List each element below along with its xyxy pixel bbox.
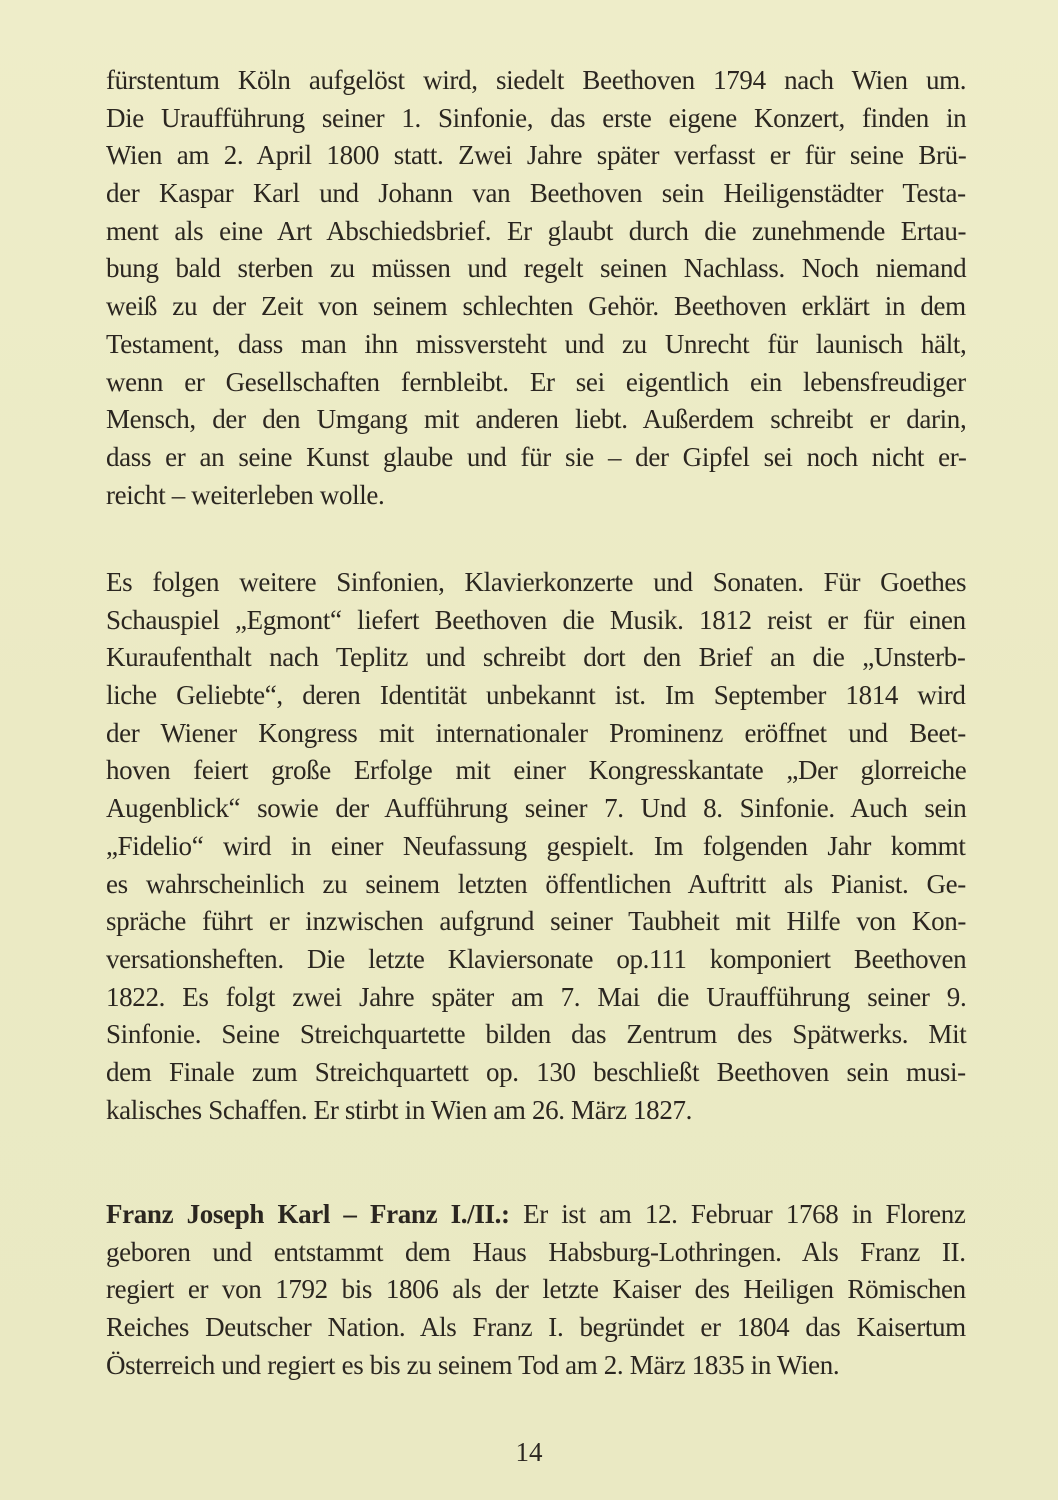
text-line: der Kaspar Karl und Johann van Beethoven sein Heiligenstädter Testa- — [106, 178, 966, 209]
text-line: der Wiener Kongress mit internationaler Prominenz eröffnet und Beet- — [106, 717, 966, 748]
text-line: „Fidelio“ wird in einer Neufassung gespielt. Im folgenden Jahr kommt — [106, 830, 966, 861]
text-line: Die Uraufführung seiner 1. Sinfonie, das erste eigene Konzert, finden in — [106, 102, 967, 133]
text-line: geboren und entstammt dem Haus Habsburg-Lothringen. Als Franz II. — [106, 1236, 966, 1267]
text-line: regiert er von 1792 bis 1806 als der letzte Kaiser des Heiligen Römischen — [106, 1274, 966, 1305]
text-line: Augenblick“ sowie der Aufführung seiner 7. Und 8. Sinfonie. Auch sein — [106, 793, 967, 824]
text-line: Es folgen weitere Sinfonien, Klavierkonzerte und Sonaten. Für Goethes — [106, 567, 967, 597]
text-line: es wahrscheinlich zu seinem letzten öffentlichen Auftritt als Pianist. Ge- — [106, 868, 966, 899]
text-line: Testament, dass man ihn missversteht und zu Unrecht für launisch hält, — [106, 328, 967, 359]
text-line: dem Finale zum Streichquartett op. 130 beschließt Beethoven sein musi- — [106, 1056, 966, 1087]
text-line: wenn er Gesellschaften fernbleibt. Er sei eigentlich ein lebensfreudiger — [106, 366, 966, 397]
text-line: weiß zu der Zeit von seinem schlechten Gehör. Beethoven erklärt in dem — [106, 291, 966, 322]
text-line-with-heading — [106, 1196, 966, 1234]
text-line: ment als eine Art Abschiedsbrief. Er glaubt durch die zunehmende Ertau- — [106, 215, 967, 246]
text-line: Sinfonie. Seine Streichquartette bilden das Zentrum des Spätwerks. Mit — [106, 1019, 967, 1050]
text-line: dass er an seine Kunst glaube und für sie – der Gipfel sei noch nicht er- — [106, 441, 967, 472]
text-line: kalisches Schaffen. Er stirbt in Wien am 26. März 1827. — [106, 1094, 693, 1125]
text-line: Reiches Deutscher Nation. Als Franz I. begründet er 1804 das Kaisertum — [106, 1312, 966, 1343]
text-line: Kuraufenthalt nach Teplitz und schreibt dort den Brief an die „Unsterb- — [106, 642, 966, 673]
paragraph-beethoven-works — [106, 564, 966, 1129]
paragraph-franz-joseph-karl — [106, 1196, 966, 1384]
page-number: 14 — [515, 1437, 543, 1467]
text-line: hoven feiert große Erfolge mit einer Kongresskantate „Der glorreiche — [106, 755, 967, 786]
text-line: 1822. Es folgt zwei Jahre später am 7. Mai die Uraufführung seiner 9. — [106, 981, 967, 1012]
text-line: reicht – weiterleben wolle. — [106, 479, 385, 510]
text-line: fürstentum Köln aufgelöst wird, siedelt Beethoven 1794 nach Wien um. — [106, 65, 967, 95]
text-line: Wien am 2. April 1800 statt. Zwei Jahre später verfasst er für seine Brü- — [106, 140, 967, 171]
text-line: liche Geliebte“, deren Identität unbekannt ist. Im September 1814 wird — [106, 680, 966, 711]
text-line: spräche führt er inzwischen aufgrund seiner Taubheit mit Hilfe von Kon- — [106, 906, 967, 937]
paragraph-beethoven-vienna — [106, 62, 966, 514]
text-line: versationsheften. Die letzte Klaviersonate op.111 komponiert Beethoven — [106, 943, 967, 974]
entry-heading: Franz Joseph Karl – Franz I./II.: — [106, 1199, 510, 1229]
text-line: Schauspiel „Egmont“ liefert Beethoven die Musik. 1812 reist er für einen — [106, 604, 966, 635]
text-line: Österreich und regiert es bis zu seinem Tod am 2. März 1835 in Wien. — [106, 1349, 840, 1380]
entry-text: Er ist am 12. Februar 1768 in Florenz — [509, 1199, 966, 1229]
text-line: bung bald sterben zu müssen und regelt seinen Nachlass. Noch niemand — [106, 253, 967, 284]
text-line: Mensch, der den Umgang mit anderen liebt. Außerdem schreibt er darin, — [106, 404, 967, 435]
